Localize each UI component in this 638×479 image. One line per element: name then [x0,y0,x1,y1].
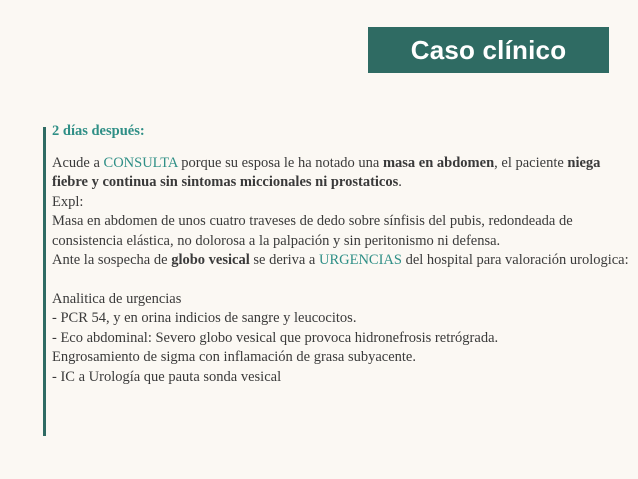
bold-symptoms: niega fiebre y continua sin sintomas miccionales ni prostaticos [52,154,601,190]
section-subtitle: 2 días después: [52,123,145,139]
paragraph-presentation [52,154,634,193]
text-line: - IC a Urología que pauta sonda vesical [52,368,282,385]
text-span: . [398,174,402,190]
text-line: Analitica de urgencias [52,290,182,307]
slide-title: Caso clínico [410,34,567,65]
text-span: , el paciente [494,154,568,171]
slide-content [52,122,634,387]
expl-text: Masa en abdomen de unos cuatro traveses de dedo sobre sínfisis del pubis, redondeada de consistencia elástica, no dolorosa a la palpación y sin peritonismo ni defensa. [52,213,573,249]
text-span: porque su esposa le ha notado una [177,154,383,171]
bold-mass: masa en abdomen [382,154,495,171]
text-line: - Eco abdominal: Severo globo vesical que provoca hidronefrosis retrógrada. [52,329,499,346]
text-line: - PCR 54, y en orina indicios de sangre y leucocitos. [52,310,357,326]
text-line: Engrosamiento de sigma con inflamación de grasa subyacente. [52,349,416,365]
text-span: Acude a [52,154,104,171]
expl-label: Expl: [52,193,84,210]
spacer [52,271,634,290]
title-banner [368,27,609,73]
text-span: Ante la sospecha de [52,252,172,268]
paragraph-referral [52,251,634,271]
consulta-highlight: CONSULTA [103,154,178,171]
urgencias-highlight: URGENCIAS [318,252,402,268]
accent-bar [43,127,46,436]
bold-globo-vesical: globo vesical [171,252,250,268]
text-span: se deriva a [249,252,319,268]
text-span: del hospital para valoración urologica: [401,252,629,268]
